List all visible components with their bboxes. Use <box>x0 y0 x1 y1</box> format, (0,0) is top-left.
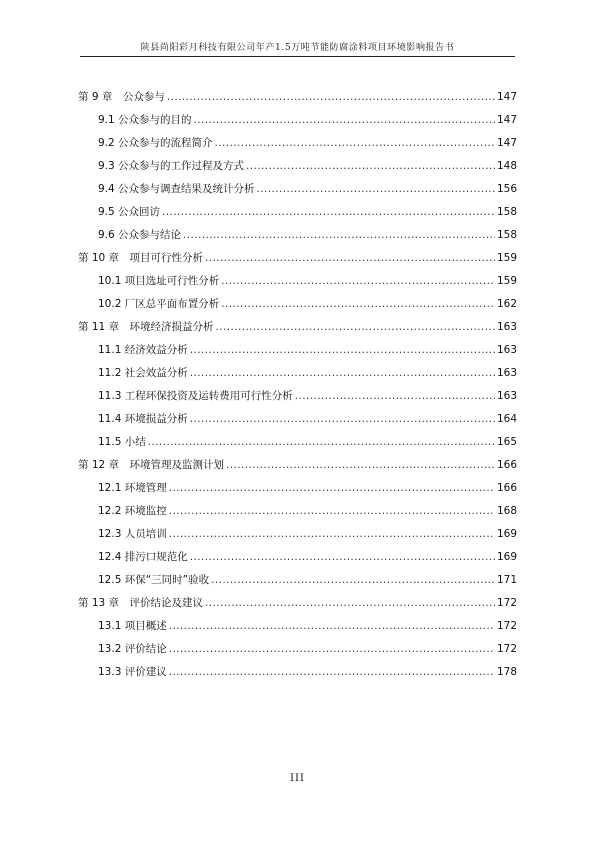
toc-entry-page-number: 163 <box>496 390 517 402</box>
dot-leader <box>205 595 495 612</box>
toc-entry-page-number: 172 <box>496 643 517 655</box>
toc-entry-page-number: 169 <box>496 528 517 540</box>
toc-entry-page-number: 172 <box>496 620 517 632</box>
dot-leader <box>246 158 495 175</box>
dot-leader <box>205 250 495 267</box>
toc-entry-title: 9.2 公众参与的流程简介 <box>98 137 213 149</box>
toc-entry-title: 11.1 经济效益分析 <box>98 344 188 356</box>
dot-leader <box>295 388 495 405</box>
dot-leader <box>162 204 495 221</box>
toc-entry-page-number: 172 <box>496 597 517 609</box>
toc-entry-title: 9.5 公众回访 <box>98 206 161 218</box>
toc-entry-title: 第 9 章 公众参与 <box>78 91 165 103</box>
dot-leader <box>190 365 495 382</box>
toc-entry-title: 13.1 项目概述 <box>98 620 167 632</box>
dot-leader <box>211 572 495 589</box>
toc-entry-title: 9.6 公众参与结论 <box>98 229 182 241</box>
dot-leader <box>226 457 495 474</box>
toc-entry-title: 9.1 公众参与的目的 <box>98 114 192 126</box>
dot-leader <box>183 227 495 244</box>
toc-section-entry[interactable] <box>78 549 517 572</box>
toc-section-entry[interactable] <box>78 112 517 135</box>
toc-section-entry[interactable] <box>78 388 517 411</box>
dot-leader <box>216 319 495 336</box>
toc-entry-title: 12.5 环保“三同时”验收 <box>98 574 210 586</box>
dot-leader <box>167 89 495 106</box>
toc-entry-page-number: 158 <box>496 206 517 218</box>
toc-entry-title: 11.2 社会效益分析 <box>98 367 188 379</box>
toc-entry-page-number: 148 <box>496 160 517 172</box>
toc-entry-title: 13.3 评价建议 <box>98 666 167 678</box>
dot-leader <box>221 273 495 290</box>
toc-entry-page-number: 147 <box>496 137 517 149</box>
toc-section-entry[interactable] <box>78 365 517 388</box>
toc-chapter-entry[interactable] <box>78 250 517 273</box>
toc-section-entry[interactable] <box>78 526 517 549</box>
toc-section-entry[interactable] <box>78 273 517 296</box>
toc-section-entry[interactable] <box>78 664 517 687</box>
dot-leader <box>148 434 495 451</box>
toc-entry-title: 第 11 章 环境经济损益分析 <box>78 321 214 333</box>
toc-section-entry[interactable] <box>78 135 517 158</box>
toc-entry-page-number: 165 <box>496 436 517 448</box>
toc-section-entry[interactable] <box>78 641 517 664</box>
toc-chapter-entry[interactable] <box>78 457 517 480</box>
toc-section-entry[interactable] <box>78 411 517 434</box>
toc-entry-title: 11.4 环境损益分析 <box>98 413 188 425</box>
toc-entry-title: 12.1 环境管理 <box>98 482 167 494</box>
toc-entry-page-number: 166 <box>496 482 517 494</box>
dot-leader <box>194 112 495 129</box>
dot-leader <box>169 641 495 658</box>
toc-entry-page-number: 159 <box>496 275 517 287</box>
toc-chapter-entry[interactable] <box>78 319 517 342</box>
toc-section-entry[interactable] <box>78 204 517 227</box>
toc-chapter-entry[interactable] <box>78 89 517 112</box>
toc-entry-page-number: 147 <box>496 91 517 103</box>
toc-section-entry[interactable] <box>78 434 517 457</box>
dot-leader <box>215 135 495 152</box>
toc-entry-page-number: 147 <box>496 114 517 126</box>
toc-entry-page-number: 163 <box>496 321 517 333</box>
toc-entry-page-number: 162 <box>496 298 517 310</box>
dot-leader <box>257 181 495 198</box>
dot-leader <box>169 618 495 635</box>
toc-entry-page-number: 164 <box>496 413 517 425</box>
dot-leader <box>169 503 495 520</box>
toc-section-entry[interactable] <box>78 342 517 365</box>
toc-entry-page-number: 178 <box>496 666 517 678</box>
toc-entry-title: 第 13 章 评价结论及建议 <box>78 597 204 609</box>
toc-entry-page-number: 168 <box>496 505 517 517</box>
toc-entry-title: 12.4 排污口规范化 <box>98 551 188 563</box>
toc-entry-title: 12.3 人员培训 <box>98 528 167 540</box>
toc-entry-title: 9.4 公众参与调查结果及统计分析 <box>98 183 255 195</box>
dot-leader <box>169 526 495 543</box>
toc-section-entry[interactable] <box>78 296 517 319</box>
toc-section-entry[interactable] <box>78 572 517 595</box>
toc-entry-page-number: 156 <box>496 183 517 195</box>
toc-section-entry[interactable] <box>78 480 517 503</box>
toc-section-entry[interactable] <box>78 181 517 204</box>
toc-entry-title: 第 12 章 环境管理及监测计划 <box>78 459 225 471</box>
dot-leader <box>169 480 495 497</box>
toc-chapter-entry[interactable] <box>78 595 517 618</box>
header-rule <box>80 56 515 57</box>
toc-entry-title: 13.2 评价结论 <box>98 643 167 655</box>
table-of-contents <box>78 89 517 687</box>
toc-entry-page-number: 166 <box>496 459 517 471</box>
toc-entry-page-number: 169 <box>496 551 517 563</box>
toc-entry-title: 12.2 环境监控 <box>98 505 167 517</box>
toc-section-entry[interactable] <box>78 503 517 526</box>
dot-leader <box>190 342 495 359</box>
toc-entry-title: 第 10 章 项目可行性分析 <box>78 252 204 264</box>
page-number: III <box>290 773 305 784</box>
toc-section-entry[interactable] <box>78 618 517 641</box>
toc-entry-page-number: 171 <box>496 574 517 586</box>
running-header: 陕县尚阳彩月科技有限公司年产1.5万吨节能防腐涂料项目环境影响报告书 <box>140 43 455 53</box>
toc-entry-title: 11.3 工程环保投资及运转费用可行性分析 <box>98 390 293 402</box>
toc-entry-page-number: 163 <box>496 344 517 356</box>
toc-entry-title: 9.3 公众参与的工作过程及方式 <box>98 160 245 172</box>
toc-entry-title: 10.2 厂区总平面布置分析 <box>98 298 220 310</box>
dot-leader <box>169 664 495 681</box>
toc-entry-title: 11.5 小结 <box>98 436 146 448</box>
toc-section-entry[interactable] <box>78 158 517 181</box>
dot-leader <box>190 411 495 428</box>
toc-section-entry[interactable] <box>78 227 517 250</box>
toc-entry-page-number: 163 <box>496 367 517 379</box>
toc-entry-page-number: 159 <box>496 252 517 264</box>
dot-leader <box>190 549 495 566</box>
toc-entry-title: 10.1 项目选址可行性分析 <box>98 275 220 287</box>
toc-entry-page-number: 158 <box>496 229 517 241</box>
dot-leader <box>221 296 495 313</box>
